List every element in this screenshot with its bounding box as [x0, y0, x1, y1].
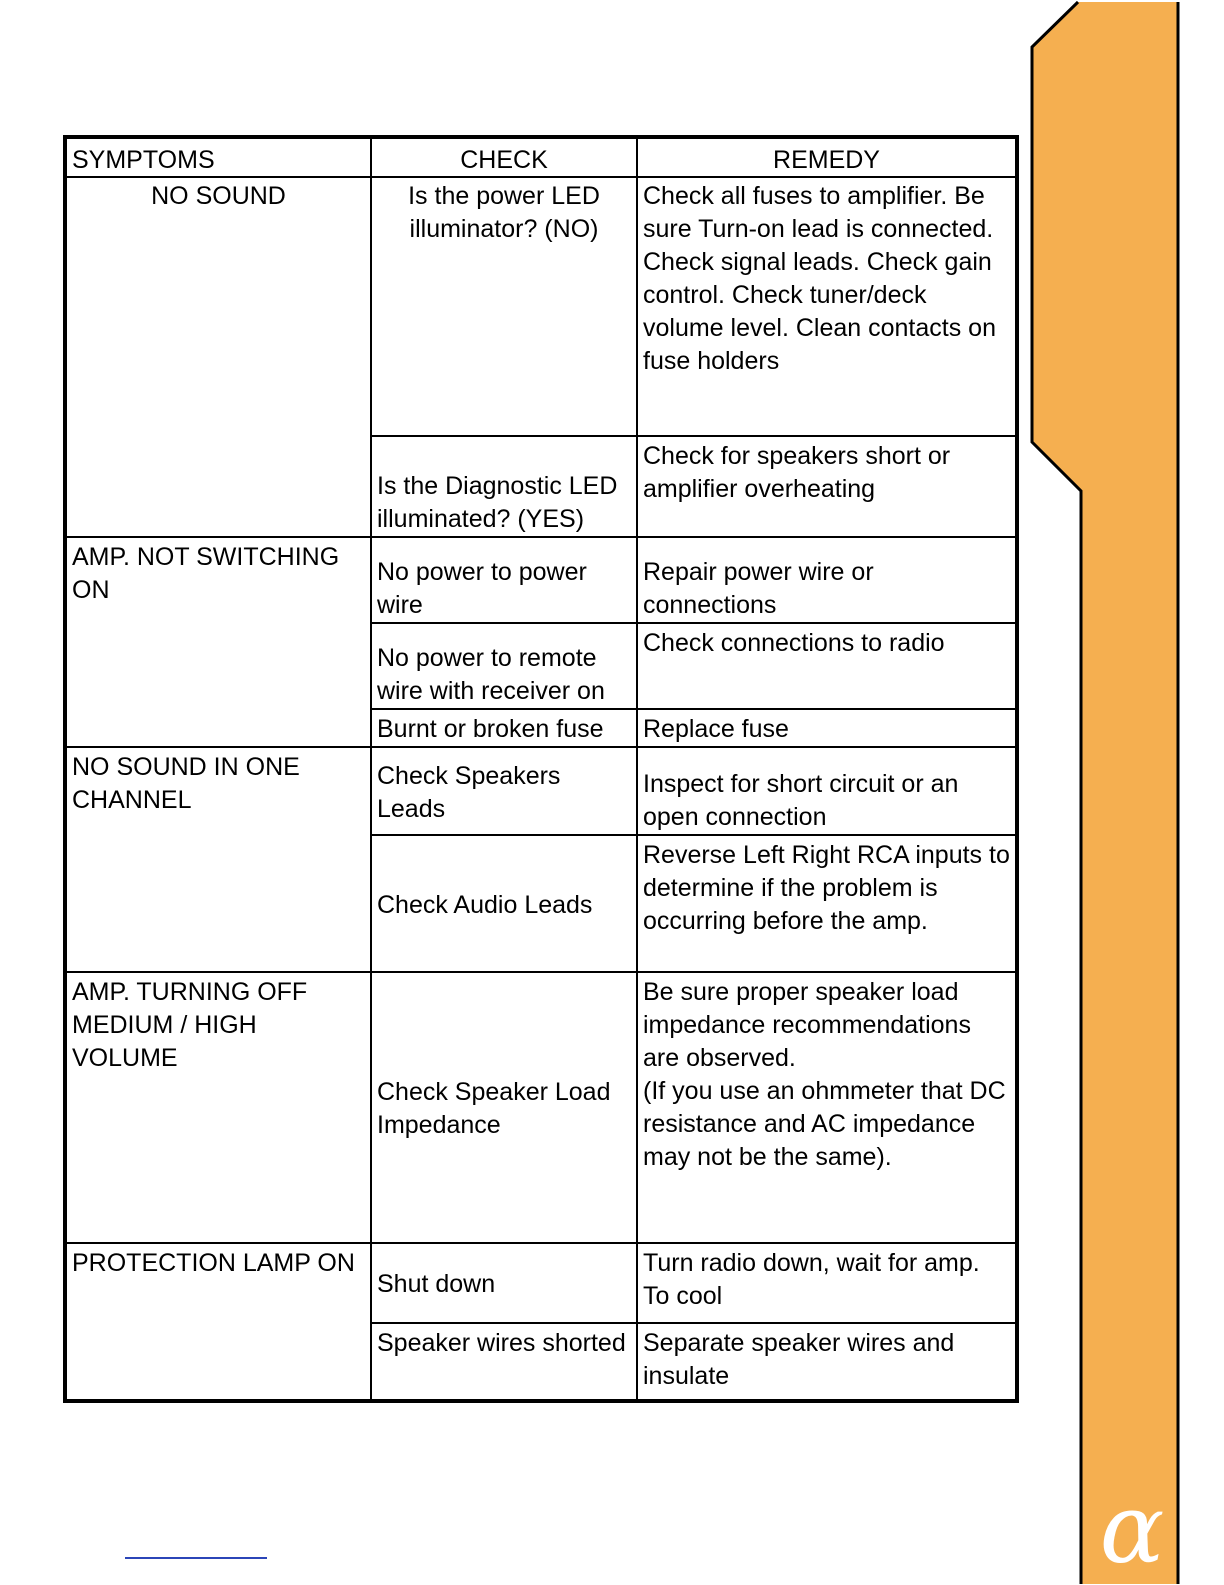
table-header-row [65, 137, 1017, 177]
symptom-protection-lamp: PROTECTION LAMP ON [65, 1243, 371, 1401]
check-power-led: Is the power LED illuminator? (NO) [371, 177, 637, 436]
alpha-logo: α [1099, 1473, 1165, 1585]
symptom-amp-turning-off: AMP. TURNING OFF MEDIUM / HIGH VOLUME [65, 972, 371, 1243]
remedy-speakers-short: Check for speakers short or amplifier overheating [637, 436, 1017, 537]
remedy-reverse-rca: Reverse Left Right RCA inputs to determine if the problem is occurring before the amp. [637, 835, 1017, 972]
table-row [65, 747, 1017, 835]
check-audio-leads: Check Audio Leads [371, 835, 637, 972]
header-symptoms: SYMPTOMS [65, 137, 371, 177]
check-shut-down: Shut down [371, 1243, 637, 1323]
header-check: CHECK [371, 137, 637, 177]
check-speaker-leads: Check Speakers Leads [371, 747, 637, 835]
remedy-inspect-short-circuit: Inspect for short circuit or an open connection [637, 747, 1017, 835]
symptom-no-sound-one-channel: NO SOUND IN ONE CHANNEL [65, 747, 371, 972]
footer-link-rule [125, 1557, 267, 1559]
remedy-impedance-recommendations: Be sure proper speaker load impedance recommendations are observed. (If you use an ohmmeter that DC resistance and AC impedance may not be the same). [637, 972, 1017, 1243]
symptom-no-sound: NO SOUND [65, 177, 371, 537]
remedy-separate-speaker-wires: Separate speaker wires and insulate [637, 1323, 1017, 1401]
remedy-replace-fuse: Replace fuse [637, 709, 1017, 747]
table-row [65, 177, 1017, 436]
check-speaker-wires-shorted: Speaker wires shorted [371, 1323, 637, 1401]
check-burnt-fuse: Burnt or broken fuse [371, 709, 637, 747]
check-speaker-load-impedance: Check Speaker Load Impedance [371, 972, 637, 1243]
remedy-repair-power-wire: Repair power wire or connections [637, 537, 1017, 623]
troubleshooting-table [63, 135, 1019, 1403]
table-row [65, 972, 1017, 1243]
symptom-amp-not-switching: AMP. NOT SWITCHING ON [65, 537, 371, 747]
check-no-power-wire: No power to power wire [371, 537, 637, 623]
table-row [65, 1243, 1017, 1323]
remedy-check-radio-connections: Check connections to radio [637, 623, 1017, 709]
header-remedy: REMEDY [637, 137, 1017, 177]
table-row [65, 537, 1017, 623]
remedy-check-fuses: Check all fuses to amplifier. Be sure Turn-on lead is connected. Check signal leads. Check gain control. Check tuner/deck volume level. Clean contacts on fuse holders [637, 177, 1017, 436]
check-no-remote-power: No power to remote wire with receiver on [371, 623, 637, 709]
remedy-turn-radio-down: Turn radio down, wait for amp. To cool [637, 1243, 1017, 1323]
check-diagnostic-led: Is the Diagnostic LED illuminated? (YES) [371, 436, 637, 537]
